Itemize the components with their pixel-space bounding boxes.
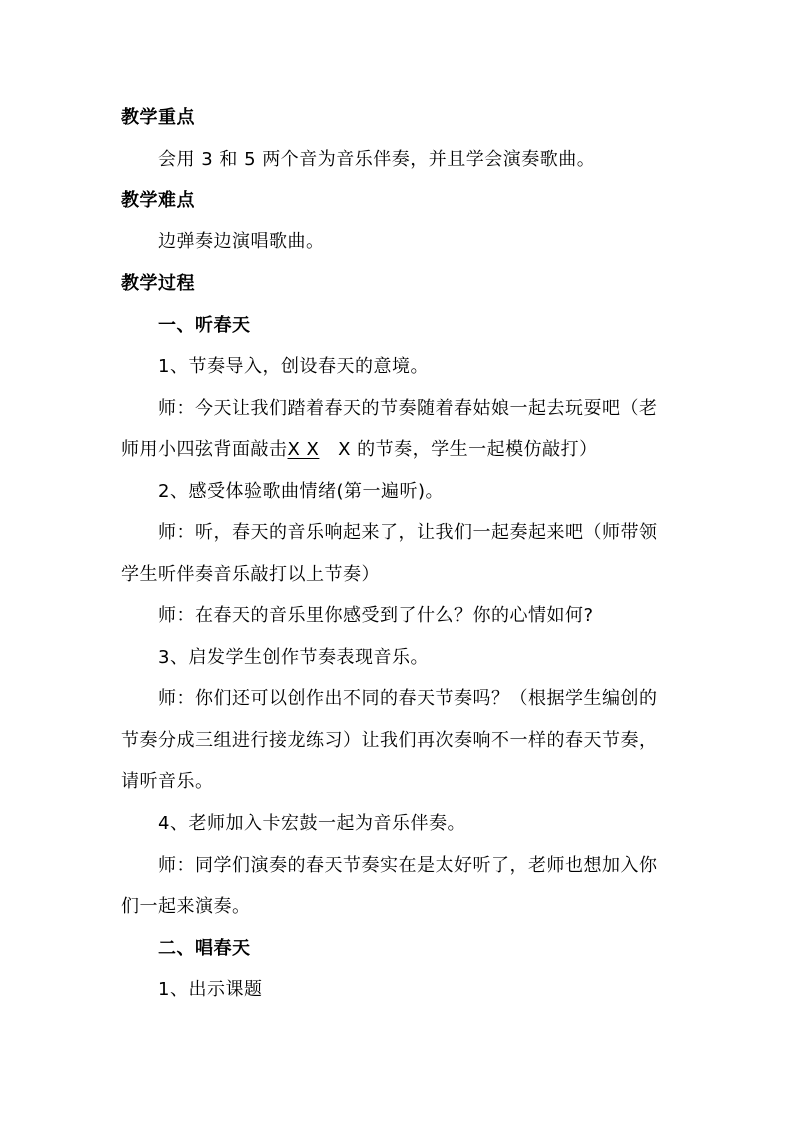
section1-item1: 1、节奏导入，创设春天的意境。 bbox=[158, 356, 429, 377]
rhythm-notation: X X bbox=[287, 439, 320, 460]
key-points-text: 会用 3 和 5 两个音为音乐伴奏，并且学会演奏歌曲。 bbox=[158, 149, 596, 170]
section2-title: 二、唱春天 bbox=[158, 938, 251, 959]
section2-item1: 1、出示课题 bbox=[158, 979, 263, 1000]
paragraph-1-line-2-start: 师用小四弦背面敲击 bbox=[121, 439, 288, 460]
section1-item4: 4、老师加入卡宏鼓一起为音乐伴奏。 bbox=[158, 813, 466, 834]
paragraph-1-line-1: 师：今天让我们踏着春天的节奏随着春姑娘一起去玩耍吧（老 bbox=[158, 398, 658, 419]
key-points-heading: 教学重点 bbox=[121, 107, 195, 128]
paragraph-4-line-1: 师：你们还可以创作出不同的春天节奏吗？（根据学生编创的 bbox=[158, 688, 658, 709]
section1-item2: 2、感受体验歌曲情绪(第一遍听)。 bbox=[158, 481, 444, 502]
difficulties-text: 边弹奏边演唱歌曲。 bbox=[158, 231, 325, 252]
paragraph-5-line-2: 们一起来演奏。 bbox=[121, 896, 251, 917]
section1-item3: 3、启发学生创作节奏表现音乐。 bbox=[158, 647, 429, 668]
paragraph-4-line-3: 请听音乐。 bbox=[121, 771, 214, 792]
paragraph-2-line-1: 师：听，春天的音乐响起来了，让我们一起奏起来吧（师带领 bbox=[158, 522, 658, 543]
paragraph-1-line-2-end: X 的节奏，学生一起模仿敲打） bbox=[338, 439, 598, 460]
difficulties-heading: 教学难点 bbox=[121, 190, 195, 211]
paragraph-1-line-2 bbox=[121, 440, 598, 460]
paragraph-2-line-2: 学生听伴奏音乐敲打以上节奏） bbox=[121, 564, 380, 585]
paragraph-3: 师：在春天的音乐里你感受到了什么？你的心情如何? bbox=[158, 605, 594, 626]
process-heading: 教学过程 bbox=[121, 273, 195, 294]
paragraph-5-line-1: 师：同学们演奏的春天节奏实在是太好听了，老师也想加入你 bbox=[158, 855, 658, 876]
section1-title: 一、听春天 bbox=[158, 315, 251, 336]
paragraph-4-line-2: 节奏分成三组进行接龙练习）让我们再次奏响不一样的春天节奏， bbox=[121, 730, 658, 751]
